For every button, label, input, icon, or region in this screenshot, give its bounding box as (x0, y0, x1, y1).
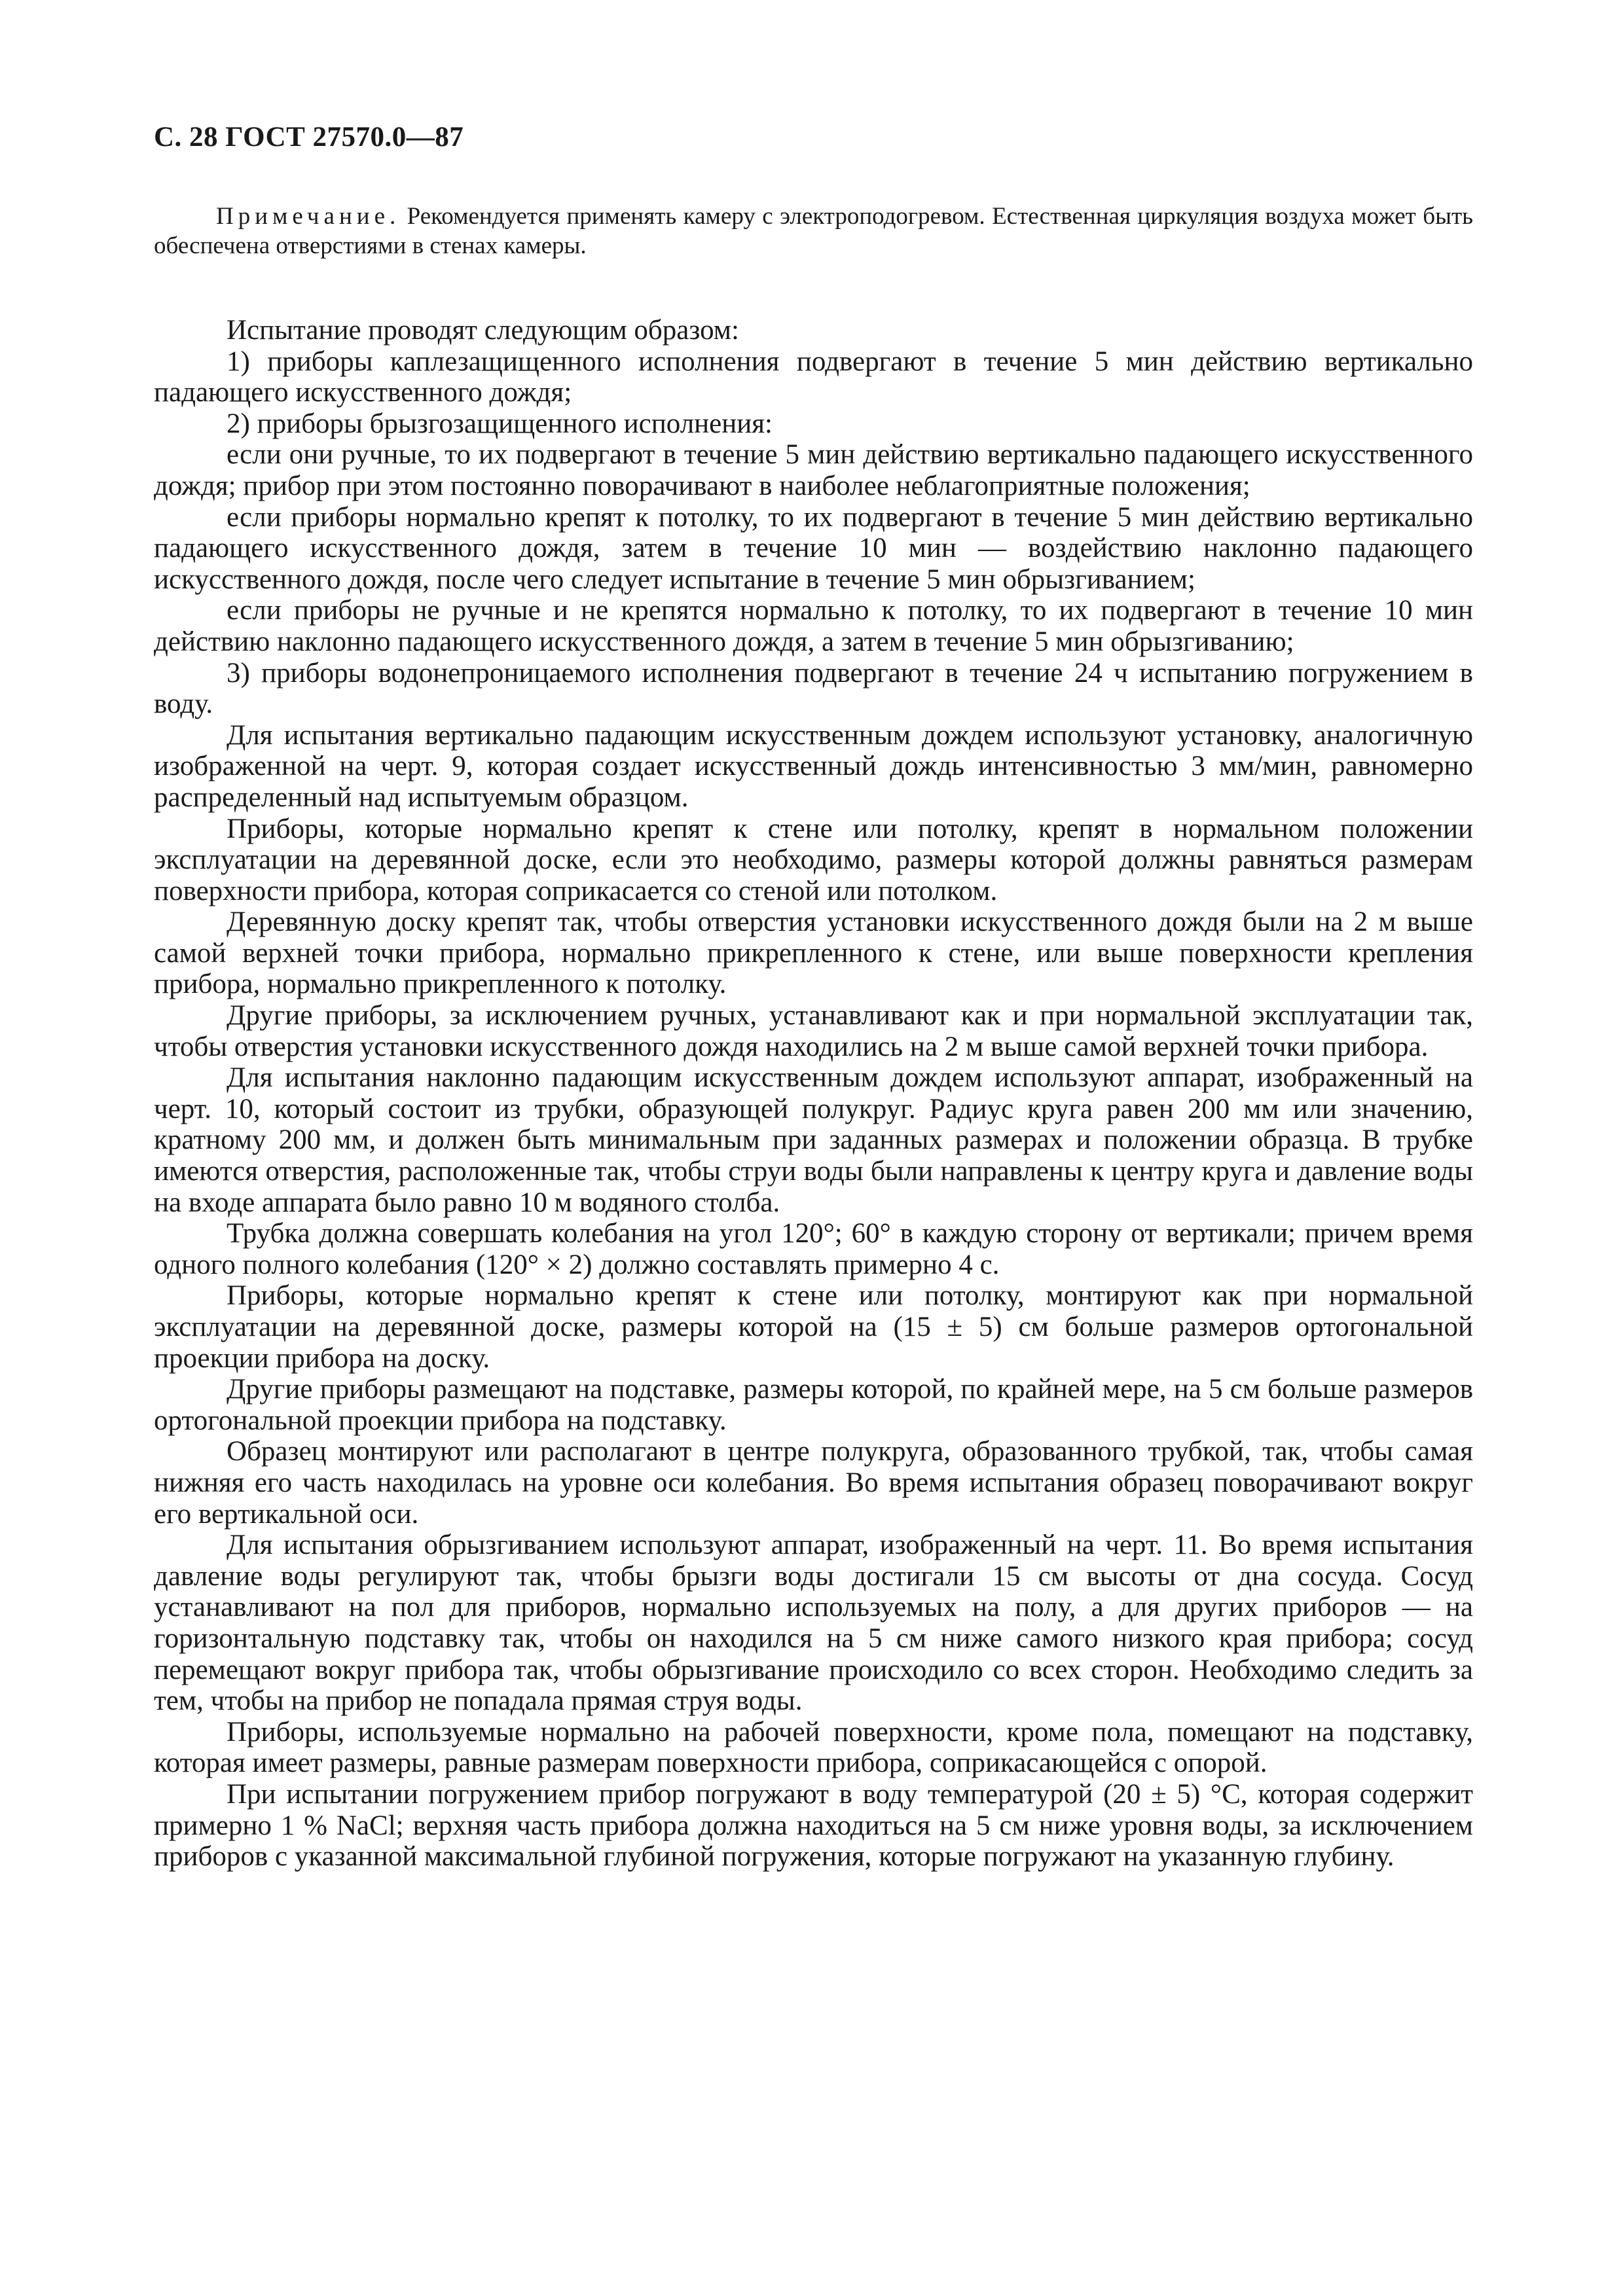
paragraph-oscillation: Трубка должна совершать колебания на угол 120°; 60° в каждую сторону от вертикали; причем время одного полного колебания (120° × 2) должно составлять примерно 4 с. (154, 1218, 1473, 1280)
paragraph-item-2-ceiling: если приборы нормально крепят к потолку, то их подвергают в течение 5 мин действию вертикально падающего искусственного дождя, затем в течение 10 мин — воздействию наклонно падающего искусственного дождя, после чего следует испытание в течение 5 мин обрызгиванием; (154, 501, 1473, 595)
document-page (154, 118, 1473, 1873)
paragraph-stand-devices: Другие приборы размещают на подставке, размеры которой, по крайней мере, на 5 см больше размеров ортогональной проекции прибора на подставку. (154, 1374, 1473, 1436)
paragraph-sample-position: Образец монтируют или располагают в центре полукруга, образованного трубкой, так, чтобы самая нижняя его часть находилась на уровне оси колебания. Во время испытания образец поворачивают вокруг его вертикальной оси. (154, 1436, 1473, 1530)
paragraph-item-2-handheld: если они ручные, то их подвергают в течение 5 мин действию вертикально падающего искусственного дождя; прибор при этом постоянно поворачивают в наиболее неблагоприятные положения; (154, 439, 1473, 501)
paragraph-board-mounting: Деревянную доску крепят так, чтобы отверстия установки искусственного дождя были на 2 м выше самой верхней точки прибора, нормально прикрепленного к стене, или выше поверхности крепления прибора, нормально прикрепленного к потолку. (154, 906, 1473, 1000)
paragraph-other-devices: Другие приборы, за исключением ручных, устанавливают как и при нормальной эксплуатации так, чтобы отверстия установки искусственного дождя находились на 2 м выше самой верхней точки прибора. (154, 1000, 1473, 1062)
note-text: Рекомендуется применять камеру с электроподогревом. Естественная циркуляция воздуха может быть обеспечена отверстиями в стенах камеры. (154, 203, 1473, 259)
paragraph-intro: Испытание проводят следующим образом: (227, 315, 739, 346)
paragraph-vertical-rain: Для испытания вертикально падающим искусственным дождем используют установку, аналогичную изображенной на черт. 9, которая создает искусственный дождь интенсивностью 3 мм/мин, равномерно распределенный над испытуемым образцом. (154, 719, 1473, 813)
paragraph-item-1: 1) приборы каплезащищенного исполнения подвергают в течение 5 мин действию вертикально падающего искусственного дождя; (154, 346, 1473, 408)
body-text (154, 315, 1473, 1873)
paragraph-wall-mounting: Приборы, которые нормально крепят к стене или потолку, крепят в нормальном положении эксплуатации на деревянной доске, если это необходимо, размеры которой должны равняться размерам поверхности прибора, которая соприкасается со стеной или потолком. (154, 813, 1473, 906)
note-label: Примечание. (216, 203, 401, 230)
paragraph-inclined-rain: Для испытания наклонно падающим искусственным дождем используют аппарат, изображенный на черт. 10, который состоит из трубки, образующей полукруг. Радиус круга равен 200 мм или значению, кратному 200 мм, и должен быть минимальным при заданных размерах и положении образца. В трубке имеются отверстия, расположенные так, чтобы струи воды были направлены к центру круга и давление воды на входе аппарата было равно 10 м водяного столба. (154, 1062, 1473, 1218)
paragraph-item-2: 2) приборы брызгозащищенного исполнения: (227, 408, 773, 439)
page-header: С. 28 ГОСТ 27570.0—87 (154, 122, 464, 152)
paragraph-item-2-other: если приборы не ручные и не крепятся нормально к потолку, то их подвергают в течение 10 мин действию наклонно падающего искусственного дождя, а затем в течение 5 мин обрызгиванию; (154, 595, 1473, 657)
paragraph-work-surface: Приборы, используемые нормально на рабочей поверхности, кроме пола, помещают на подставку, которая имеет размеры, равные размерам поверхности прибора, соприкасающейся с опорой. (154, 1716, 1473, 1779)
note-paragraph (154, 202, 1473, 260)
paragraph-item-3: 3) приборы водонепроницаемого исполнения подвергают в течение 24 ч испытанию погружением в воду. (154, 657, 1473, 720)
paragraph-splashing: Для испытания обрызгиванием используют аппарат, изображенный на черт. 11. Во время испытания давление воды регулируют так, чтобы брызги воды достигали 15 см высоты от дна сосуда. Сосуд устанавливают на пол для приборов, нормально используемых на полу, а для других приборов — на горизонтальную подставку так, чтобы он находился на 5 см ниже самого низкого края прибора; сосуд перемещают вокруг прибора так, чтобы обрызгивание происходило со всех сторон. Необходимо следить за тем, чтобы на прибор не попадала прямая струя воды. (154, 1530, 1473, 1717)
paragraph-immersion: При испытании погружением прибор погружают в воду температурой (20 ± 5) °С, которая содержит примерно 1 % NaCl; верхняя часть прибора должна находиться на 5 см ниже уровня воды, за исключением приборов с указанной максимальной глубиной погружения, которые погружают на указанную глубину. (154, 1778, 1473, 1873)
paragraph-wall-devices-board: Приборы, которые нормально крепят к стене или потолку, монтируют как при нормальной эксплуатации на деревянной доске, размеры которой на (15 ± 5) см больше размеров ортогональной проекции прибора на доску. (154, 1280, 1473, 1374)
